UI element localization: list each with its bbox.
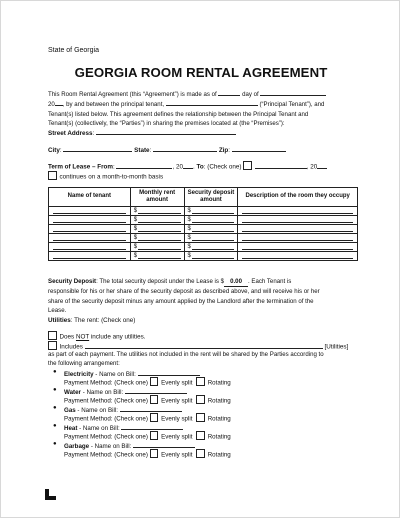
state-label: State (134, 147, 150, 154)
amount-blank[interactable] (138, 244, 181, 250)
payment-method-row (64, 395, 231, 405)
text-blank[interactable] (53, 217, 126, 223)
security-deposit-label: Security Deposit (48, 278, 97, 285)
rotating-label: Rotating (207, 379, 231, 387)
security-deposit-cell[interactable] (184, 207, 238, 216)
zip-input[interactable] (232, 145, 286, 152)
room-description-cell[interactable] (238, 234, 358, 243)
room-description-cell[interactable] (238, 216, 358, 225)
utility-name: Heat (64, 425, 78, 432)
table-header-row (49, 188, 358, 207)
security-deposit-cell[interactable] (184, 252, 238, 261)
text-blank[interactable] (53, 253, 126, 259)
bullet-icon: ● (53, 405, 57, 411)
option-text: [Utilities] (324, 343, 349, 351)
bullet-icon: ● (53, 387, 57, 393)
currency-input[interactable] (134, 226, 181, 232)
text-blank[interactable] (53, 226, 126, 232)
utilities-intro: : The rent: (Check one) (70, 317, 136, 324)
currency-input[interactable] (134, 208, 181, 214)
state-input[interactable] (153, 145, 217, 152)
from-year-input[interactable] (183, 162, 193, 169)
tenant-name-cell[interactable] (49, 243, 131, 252)
year-prefix: 20 (175, 163, 183, 171)
currency-input[interactable] (134, 244, 181, 250)
rotating-checkbox[interactable] (196, 449, 205, 458)
room-description-cell[interactable] (238, 252, 358, 261)
security-deposit-cell[interactable] (184, 243, 238, 252)
utility-name: Water (64, 389, 81, 396)
security-deposit-cell[interactable] (184, 234, 238, 243)
rotating-label: Rotating (207, 451, 231, 459)
month-blank[interactable] (260, 89, 326, 96)
currency-symbol: $ (133, 208, 138, 214)
state-line: State of Georgia (48, 47, 99, 54)
utilities-text: as part of each payment. The utilities not included in the rent will be shared by the Parties according to (48, 351, 324, 358)
amount-blank[interactable] (138, 208, 181, 214)
city-input[interactable] (63, 145, 132, 152)
from-date-input[interactable] (116, 162, 172, 169)
text-blank[interactable] (242, 217, 353, 223)
text-blank[interactable] (242, 226, 353, 232)
room-description-cell[interactable] (238, 225, 358, 234)
intro-paragraph (48, 89, 358, 128)
intro-text: day of (242, 91, 259, 98)
included-utilities-input[interactable] (85, 342, 323, 349)
name-on-bill-label: - Name on Bill: (77, 425, 120, 432)
currency-symbol: $ (133, 235, 138, 241)
currency-symbol: $ (133, 226, 138, 232)
street-address-input[interactable] (96, 128, 236, 135)
city-label: City (48, 147, 60, 154)
intro-text: , by and between the principal tenant, (62, 101, 165, 109)
text-blank[interactable] (53, 208, 126, 214)
evenly-split-checkbox[interactable] (150, 395, 159, 404)
text-blank[interactable] (242, 244, 353, 250)
table-row (49, 252, 358, 261)
evenly-split-label: Evenly split (161, 433, 193, 441)
table-row (49, 243, 358, 252)
evenly-split-checkbox[interactable] (150, 377, 159, 386)
name-on-bill-label: - Name on Bill: (89, 443, 132, 450)
bullet-icon: ● (53, 369, 57, 375)
term-label: Term of Lease – From (48, 163, 113, 171)
to-date-input[interactable] (255, 162, 307, 169)
currency-input[interactable] (134, 235, 181, 241)
payment-method-row (64, 431, 231, 441)
currency-symbol: $ (187, 226, 191, 232)
tenant-name-cell[interactable] (49, 225, 131, 234)
amount-blank[interactable] (138, 226, 181, 232)
fixed-term-checkbox[interactable] (243, 161, 252, 170)
to-label: To (196, 163, 204, 171)
payment-method-row (64, 377, 231, 387)
option-text-emphasis: NOT (75, 333, 90, 341)
option-text: Includes (59, 343, 83, 351)
name-on-bill-label: - Name on Bill: (75, 407, 118, 414)
brand-logo (45, 489, 56, 500)
amount-blank[interactable] (138, 253, 181, 259)
monthly-rent-cell[interactable] (130, 225, 184, 234)
option-text: include any utilities. (89, 333, 146, 341)
evenly-split-label: Evenly split (161, 415, 193, 423)
evenly-split-label: Evenly split (161, 379, 193, 387)
security-deposit-cell[interactable] (184, 225, 238, 234)
evenly-split-label: Evenly split (161, 451, 193, 459)
amount-blank[interactable] (192, 253, 235, 259)
security-deposit-paragraph (48, 277, 358, 315)
currency-input[interactable] (188, 235, 235, 241)
payment-method-label: Payment Method: (Check one) (64, 433, 148, 441)
currency-symbol: $ (187, 235, 191, 241)
payment-method-label: Payment Method: (Check one) (64, 415, 148, 423)
intro-text: Tenant(s) (collectively, the “Parties”) in sharing the premises located at (the “Premises”): (48, 119, 285, 127)
intro-text: (“Principal Tenant”), and (259, 101, 325, 109)
currency-input[interactable] (188, 217, 235, 223)
rotating-label: Rotating (207, 397, 231, 405)
utilities-arrangement-text (48, 350, 358, 369)
rotating-label: Rotating (207, 433, 231, 441)
payment-method-label: Payment Method: (Check one) (64, 379, 148, 387)
currency-symbol: $ (133, 244, 138, 250)
text-blank[interactable] (53, 244, 126, 250)
month-to-month-label: continues on a month-to-month basis (59, 173, 164, 181)
name-on-bill-input[interactable] (125, 387, 187, 394)
monthly-rent-cell[interactable] (130, 243, 184, 252)
tenant-table-body (49, 207, 358, 261)
currency-input[interactable] (134, 253, 181, 259)
payment-method-label: Payment Method: (Check one) (64, 397, 148, 405)
street-address-field: Street Address: (48, 128, 236, 138)
deposit-text: responsible for his or her share of the security deposit as described above, and will receive his or her (48, 288, 320, 296)
street-address-label: Street Address (48, 130, 93, 137)
document-title: GEORGIA ROOM RENTAL AGREEMENT (74, 65, 328, 80)
deposit-amount[interactable]: 0.00 (224, 277, 248, 287)
principal-tenant-blank[interactable] (166, 99, 258, 106)
deposit-text: share of the security deposit minus any amount applied by the Landlord after the termination of the (48, 297, 314, 305)
year-prefix: 20 (310, 163, 318, 171)
payment-method-row (64, 449, 231, 459)
city-state-zip-field: City: State: Zip: (48, 145, 286, 155)
monthly-rent-cell[interactable] (130, 216, 184, 225)
rotating-checkbox[interactable] (196, 377, 205, 386)
utilities-text: the following arrangement: (48, 360, 120, 368)
currency-input[interactable] (188, 244, 235, 250)
evenly-split-checkbox[interactable] (150, 413, 159, 422)
amount-blank[interactable] (192, 235, 235, 241)
bullet-icon: ● (53, 423, 57, 429)
column-header: Description of the room they occupy (238, 188, 358, 207)
deposit-text: : The total security deposit under the Lease is $ (96, 278, 225, 285)
name-on-bill-input[interactable] (138, 369, 200, 376)
evenly-split-label: Evenly split (161, 397, 193, 405)
payment-method-label: Payment Method: (Check one) (64, 451, 148, 459)
day-blank[interactable] (218, 89, 240, 96)
amount-blank[interactable] (138, 217, 181, 223)
currency-symbol: $ (187, 253, 191, 259)
evenly-split-checkbox[interactable] (150, 449, 159, 458)
rotating-checkbox[interactable] (196, 395, 205, 404)
utility-name: Electricity (64, 371, 94, 378)
name-on-bill-label: - Name on Bill: (80, 389, 124, 396)
currency-symbol: $ (133, 253, 138, 259)
month-to-month-option (48, 171, 163, 182)
column-header: Security deposit amount (184, 188, 238, 207)
monthly-rent-cell[interactable] (130, 207, 184, 216)
currency-input[interactable] (188, 226, 235, 232)
check-one-text: : (Check one) (203, 163, 242, 171)
tenant-name-cell[interactable] (49, 207, 131, 216)
tenant-table (48, 187, 358, 261)
table-row (49, 234, 358, 243)
rotating-checkbox[interactable] (196, 413, 205, 422)
monthly-rent-cell[interactable] (130, 252, 184, 261)
evenly-split-checkbox[interactable] (150, 431, 159, 440)
deposit-text: Lease. (48, 306, 67, 314)
security-deposit-cell[interactable] (184, 216, 238, 225)
room-description-cell[interactable] (238, 243, 358, 252)
currency-symbol: $ (187, 217, 191, 223)
rotating-checkbox[interactable] (196, 431, 205, 440)
deposit-text: . Each Tenant is (248, 278, 292, 285)
utilities-heading (48, 317, 135, 325)
rotating-label: Rotating (207, 415, 231, 423)
to-year-input[interactable] (317, 162, 327, 169)
currency-symbol: $ (133, 217, 138, 223)
zip-label: Zip (218, 147, 229, 154)
table-row (49, 216, 358, 225)
column-header: Name of tenant (49, 188, 131, 207)
text-blank[interactable] (242, 235, 353, 241)
currency-input[interactable] (134, 217, 181, 223)
amount-blank[interactable] (192, 244, 235, 250)
text-blank[interactable] (242, 253, 353, 259)
intro-text: Tenant(s) listed below. This agreement defines the relationship between the Principal Tenant and (48, 110, 309, 118)
name-on-bill-input[interactable] (133, 441, 195, 448)
utilities-included-checkbox[interactable] (48, 341, 57, 350)
utilities-label: Utilities (48, 317, 71, 324)
tenant-name-cell[interactable] (49, 252, 131, 261)
term-of-lease-field: Term of Lease – From: , 20 . To: (Check one) , 20 (48, 161, 327, 172)
monthly-rent-cell[interactable] (130, 234, 184, 243)
name-on-bill-input[interactable] (120, 405, 182, 412)
table-row (49, 207, 358, 216)
year-blank[interactable] (55, 99, 63, 106)
currency-input[interactable] (188, 253, 235, 259)
utility-name: Garbage (64, 443, 90, 450)
currency-input[interactable] (188, 208, 235, 214)
amount-blank[interactable] (192, 208, 235, 214)
amount-blank[interactable] (192, 217, 235, 223)
currency-symbol: $ (187, 244, 191, 250)
table-row (49, 225, 358, 234)
intro-text: 20 (48, 101, 55, 109)
currency-symbol: $ (187, 208, 191, 214)
option-text: Does (59, 333, 76, 341)
utilities-not-included-checkbox[interactable] (48, 331, 57, 340)
text-blank[interactable] (242, 208, 353, 214)
tenant-name-cell[interactable] (49, 216, 131, 225)
utility-name: Gas (64, 407, 76, 414)
month-to-month-checkbox[interactable] (48, 171, 57, 180)
payment-method-row (64, 413, 231, 423)
name-on-bill-input[interactable] (121, 423, 183, 430)
amount-blank[interactable] (192, 226, 235, 232)
utilities-not-included-option (48, 331, 146, 342)
text-blank[interactable] (53, 235, 126, 241)
bullet-icon: ● (53, 441, 57, 447)
column-header: Monthly rent amount (130, 188, 184, 207)
tenant-name-cell[interactable] (49, 234, 131, 243)
amount-blank[interactable] (138, 235, 181, 241)
intro-text: This Room Rental Agreement (this “Agreement”) is made as of (48, 91, 217, 98)
name-on-bill-label: - Name on Bill: (93, 371, 136, 378)
room-description-cell[interactable] (238, 207, 358, 216)
